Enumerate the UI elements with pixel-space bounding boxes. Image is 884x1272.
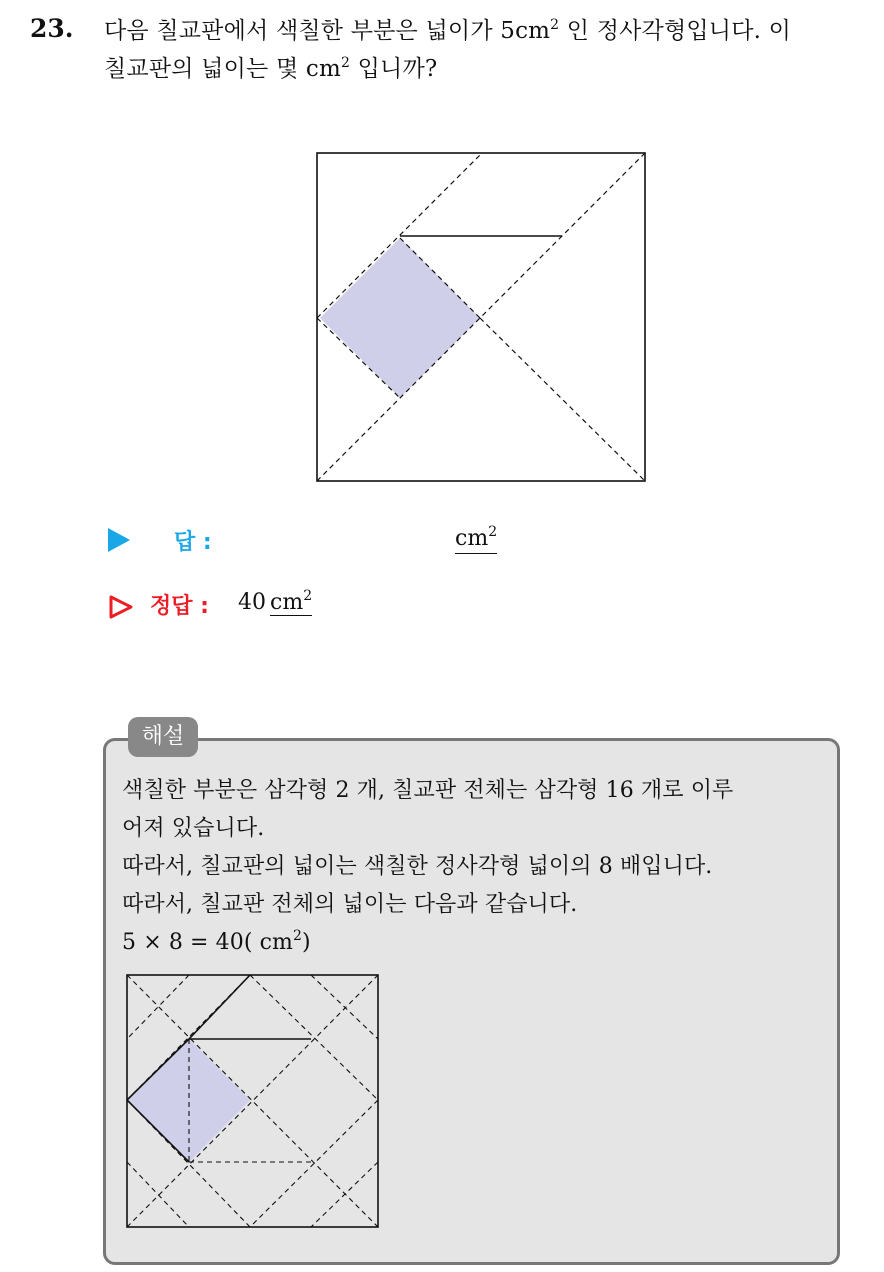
outline-triangle-icon bbox=[108, 594, 134, 620]
solution-line: 따라서, 칠교판의 넓이는 색칠한 정사각형 넓이의 8 배입니다. bbox=[122, 854, 713, 879]
solution-tangram-figure bbox=[122, 970, 382, 1232]
solution-formula: 5 × 8 = 40( $cm^2$) bbox=[122, 928, 311, 955]
answer-blank-unit: $cm^2$ bbox=[455, 525, 497, 554]
question-line-1: 다음 칠교판에서 색칠한 부분은 넓이가 $5cm^2$ 인 정사각형입니다. 이 bbox=[104, 17, 792, 44]
solution-text bbox=[122, 772, 832, 962]
correct-answer-label: 정답 : bbox=[150, 594, 209, 619]
question-line-2: 칠교판의 넓이는 몇 $cm^2$ 입니까? bbox=[104, 55, 438, 82]
solution-line: 색칠한 부분은 삼각형 2 개, 칠교판 전체는 삼각형 16 개로 이루 bbox=[122, 778, 734, 803]
shaded-square bbox=[320, 238, 480, 398]
answer-label: 답 : bbox=[174, 530, 212, 555]
solution-line: 어져 있습니다. bbox=[122, 816, 265, 841]
play-triangle-icon bbox=[108, 528, 130, 552]
answer-row bbox=[108, 524, 498, 555]
correct-answer-value: 40 $cm^2$ bbox=[238, 588, 313, 615]
question-number: 23. bbox=[30, 14, 74, 43]
solution-line: 따라서, 칠교판 전체의 넓이는 다음과 같습니다. bbox=[122, 892, 578, 917]
solution-tag: 해설 bbox=[128, 717, 198, 757]
tangram-figure bbox=[312, 148, 652, 488]
question-text bbox=[104, 12, 869, 88]
